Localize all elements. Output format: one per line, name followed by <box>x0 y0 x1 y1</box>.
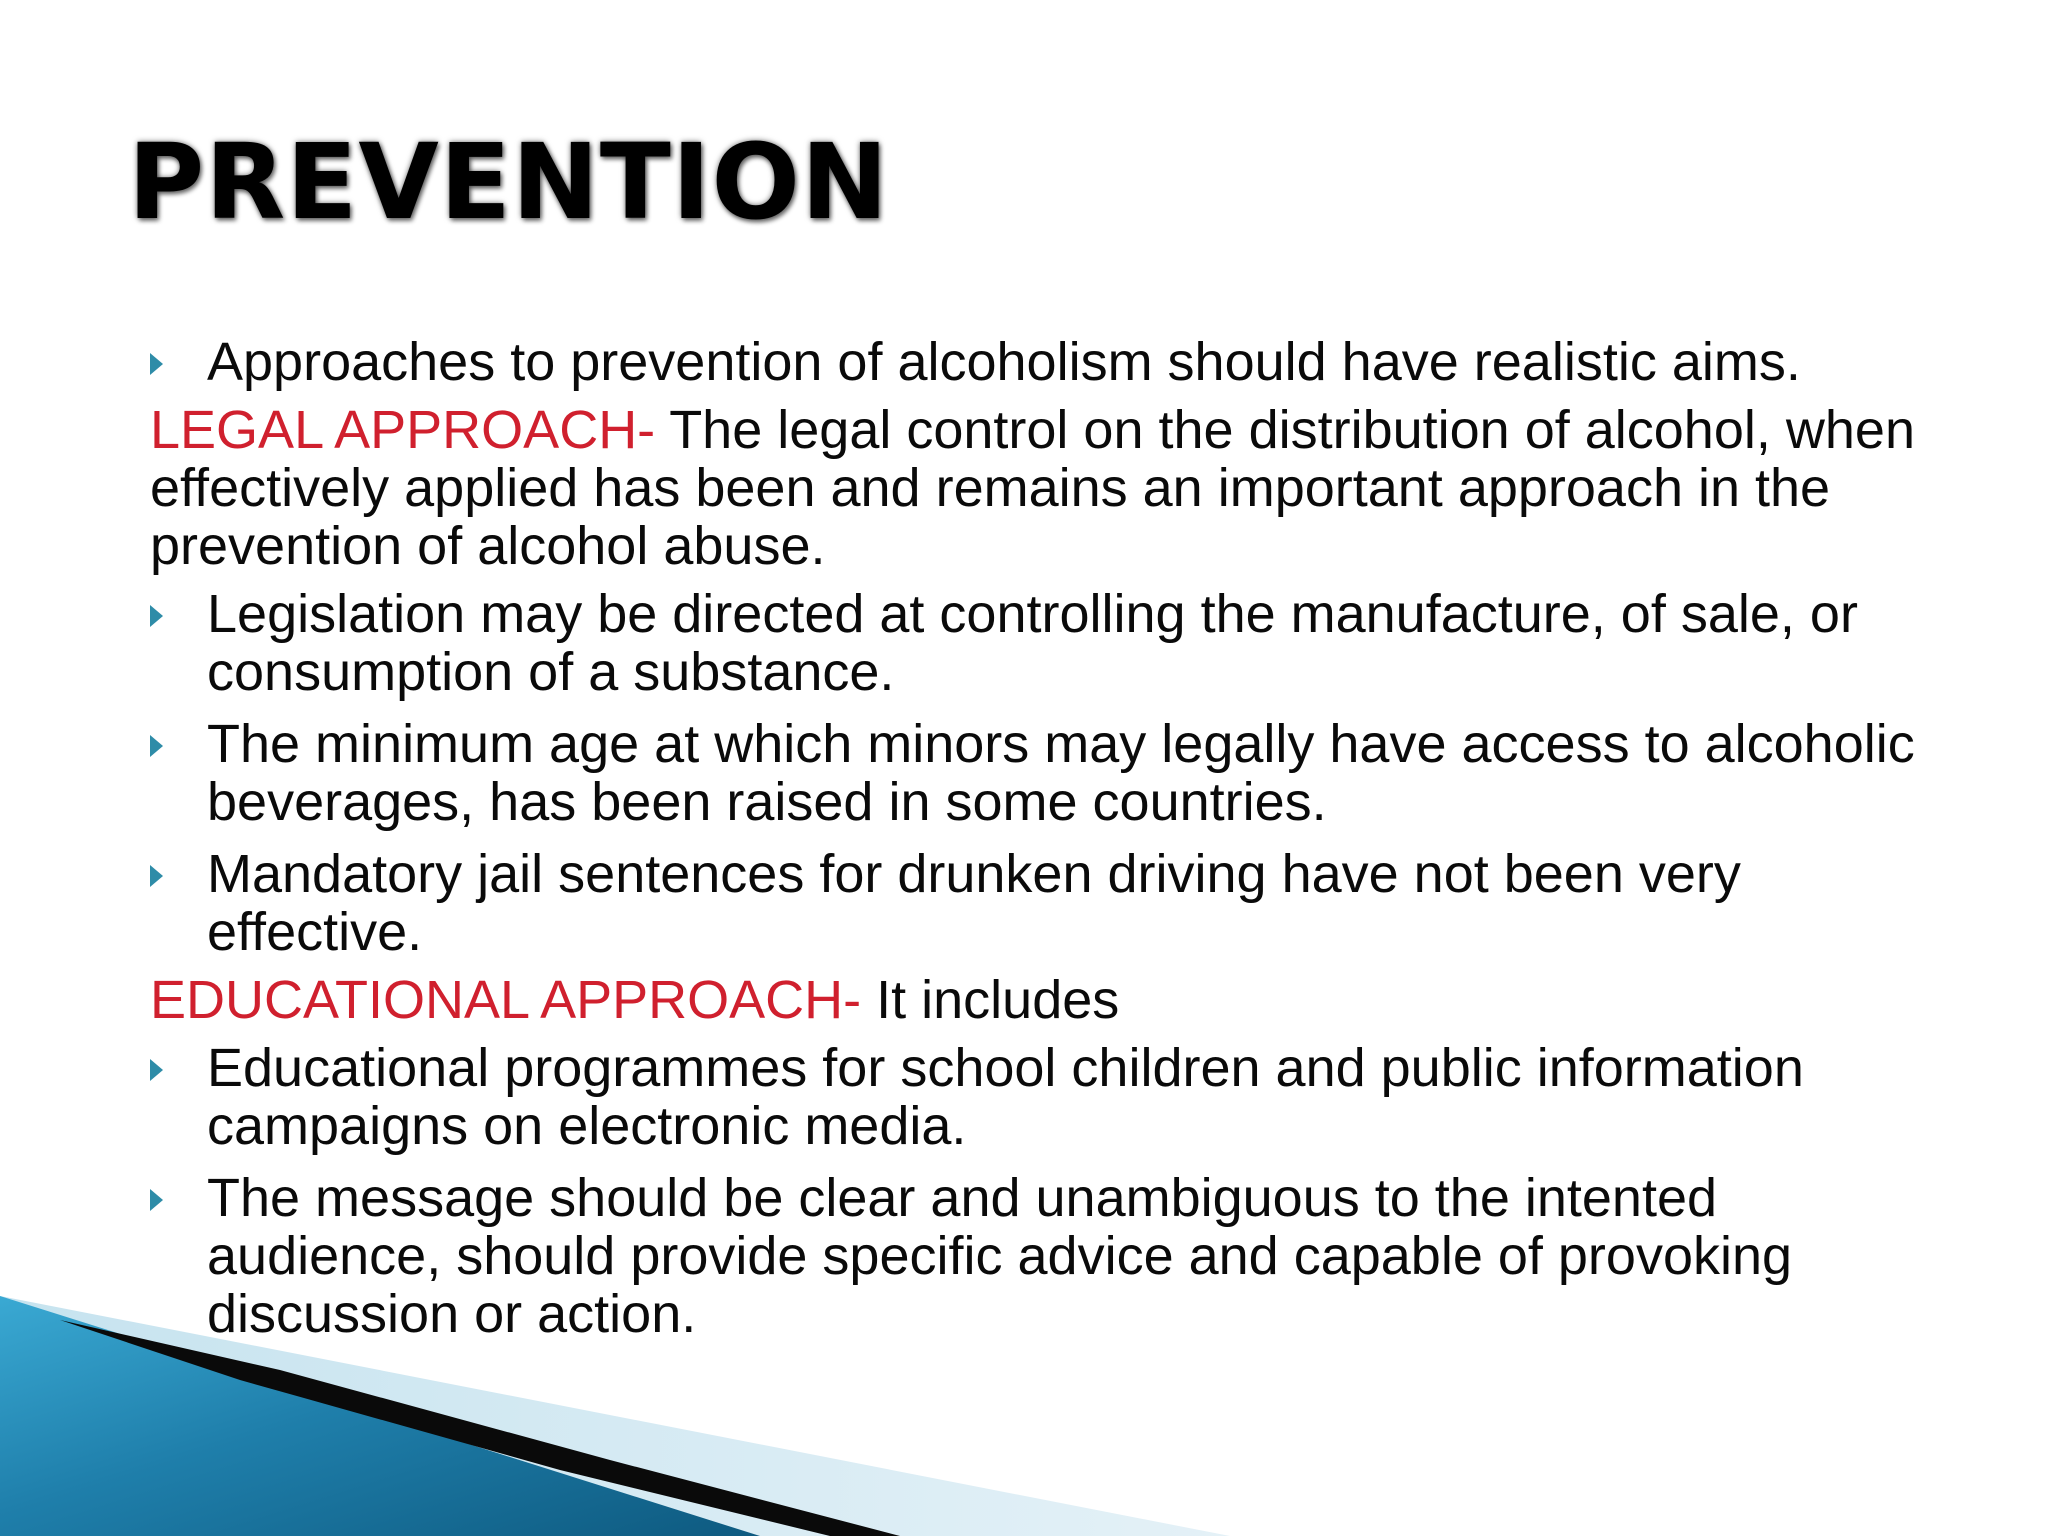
legal-approach-paragraph <box>150 401 1950 575</box>
triangle-right-icon <box>150 735 163 757</box>
bullet-item <box>150 585 1950 701</box>
triangle-right-icon <box>150 865 163 887</box>
triangle-right-icon <box>150 353 163 375</box>
educational-approach-label: EDUCATIONAL APPROACH- <box>150 970 862 1030</box>
bullet-text: The message should be clear and unambiguous to the intented audience, should provide specific advice and capable of provoking discussion or action. <box>207 1168 1793 1344</box>
slide-body <box>150 333 1950 1343</box>
bullet-item <box>150 333 1950 391</box>
bullet-text: Legislation may be directed at controlling the manufacture, of sale, or consumption of a substance. <box>207 584 1858 702</box>
bullet-item <box>150 1169 1950 1343</box>
slide-title: PREVENTION <box>128 121 890 243</box>
triangle-right-icon <box>150 1189 163 1211</box>
bullet-text: Educational programmes for school children and public information campaigns on electronic media. <box>207 1038 1804 1156</box>
educational-approach-text: It includes <box>861 970 1120 1030</box>
educational-approach-paragraph <box>150 971 1950 1029</box>
legal-approach-label: LEGAL APPROACH- <box>150 400 656 460</box>
triangle-right-icon <box>150 605 163 627</box>
bullet-text: Mandatory jail sentences for drunken driving have not been very effective. <box>207 844 1741 962</box>
triangle-right-icon <box>150 1059 163 1081</box>
bullet-text: The minimum age at which minors may legally have access to alcoholic beverages, has been raised in some countries. <box>207 714 1915 832</box>
bullet-item <box>150 715 1950 831</box>
bullet-item <box>150 845 1950 961</box>
bullet-item <box>150 1039 1950 1155</box>
bullet-text: Approaches to prevention of alcoholism should have realistic aims. <box>207 332 1801 392</box>
legal-approach-text: The legal control on the distribution of alcohol, when effectively applied has been and remains an important approach in the prevention of alcohol abuse. <box>150 400 1915 576</box>
